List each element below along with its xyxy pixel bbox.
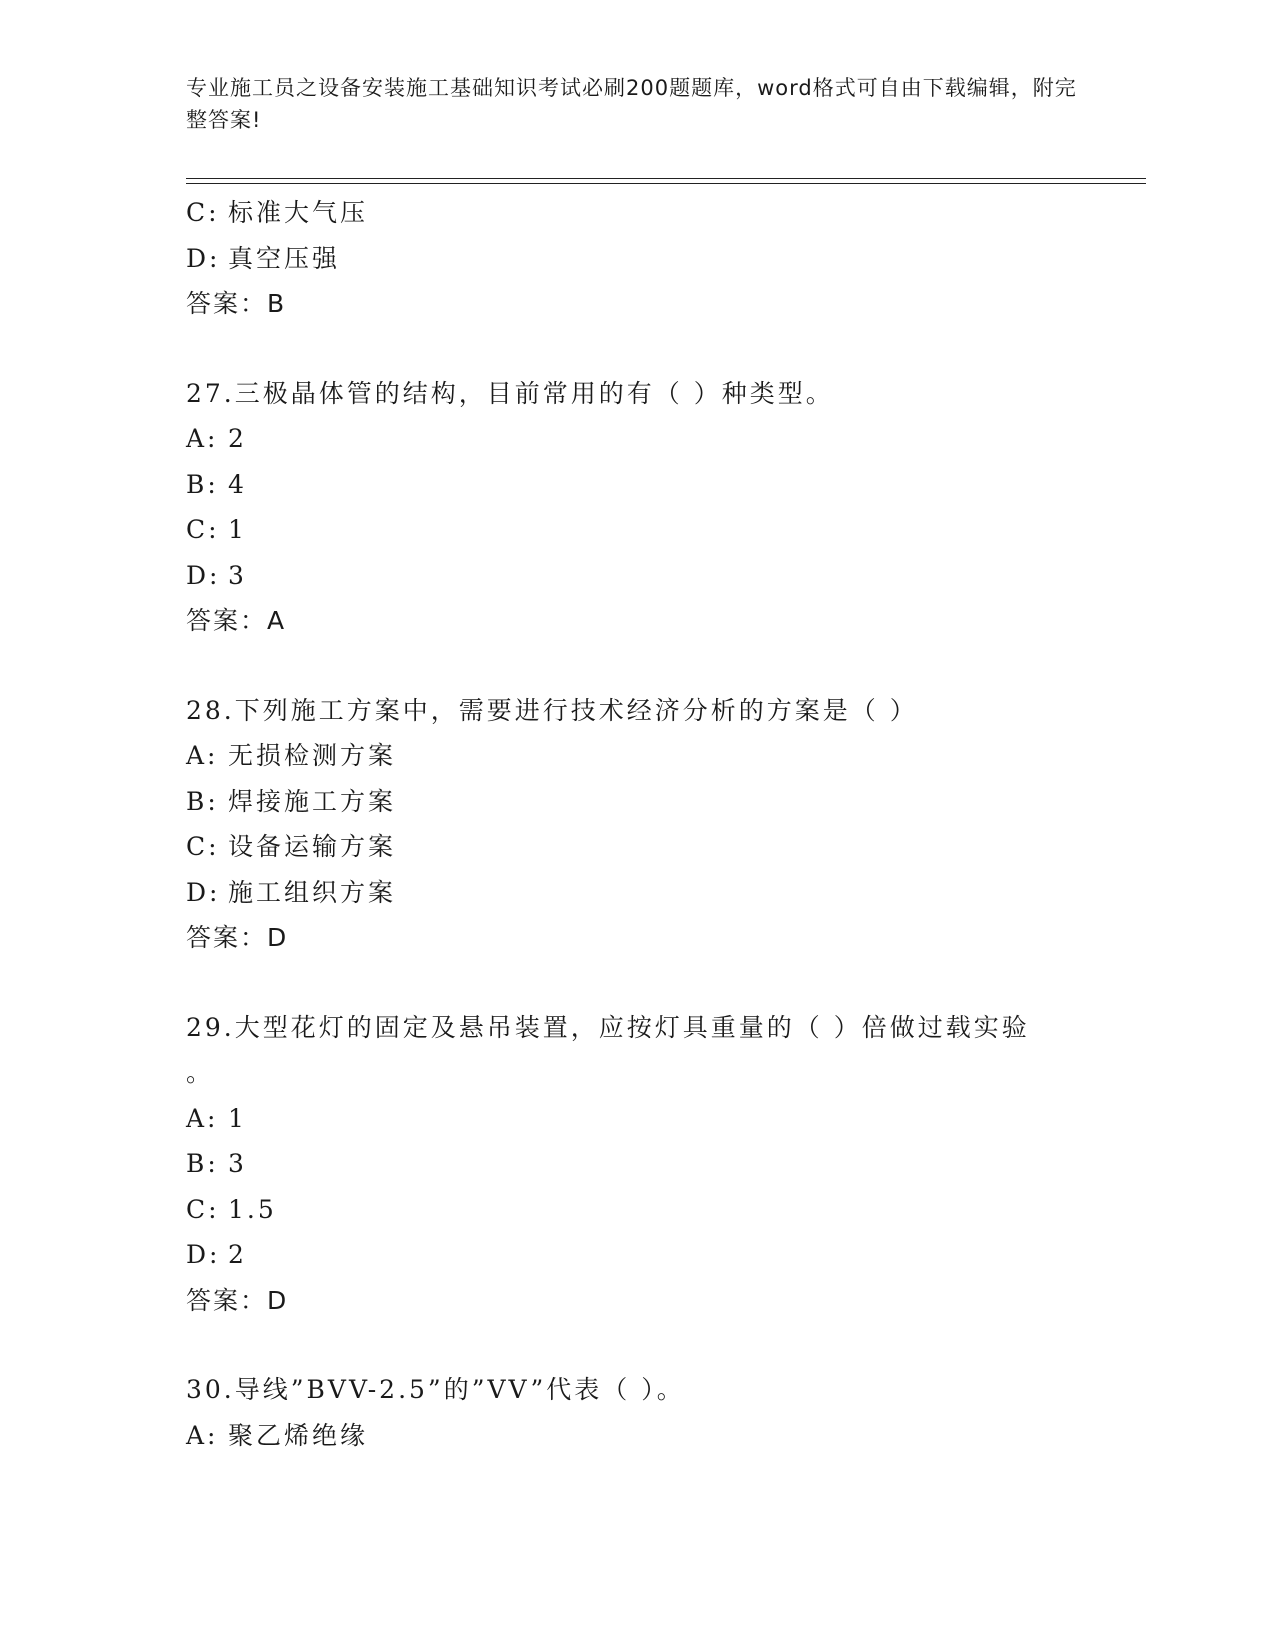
option-c: C: 1.5: [186, 1194, 277, 1224]
header-divider-top: [186, 178, 1146, 179]
option-c: C: 标准大气压: [186, 198, 369, 227]
answer: 答案：B: [186, 289, 287, 318]
question-stem: 30.导线”BVV-2.5”的”VV”代表（ ）。: [186, 1375, 685, 1404]
question-27: [186, 371, 1146, 644]
option-d: D: 施工组织方案: [186, 877, 397, 907]
answer: 答案：A: [186, 606, 287, 635]
header-divider-bottom: [186, 183, 1146, 184]
option-a: A: 无损检测方案: [186, 741, 397, 770]
question-26-continued: [186, 190, 1146, 327]
option-a: A: 聚乙烯绝缘: [186, 1420, 369, 1450]
question-28: [186, 688, 1146, 961]
option-b: B: 4: [186, 469, 247, 499]
document-title: 专业施工员之设备安装施工基础知识考试必刷200题题库，word格式可自由下载编辑，附完整答案!: [186, 76, 1077, 132]
answer: 答案：D: [186, 1285, 289, 1315]
option-a: A: 1: [186, 1103, 247, 1133]
question-29: [186, 1005, 1146, 1324]
question-stem: 29.大型花灯的固定及悬吊装置，应按灯具重量的（ ）倍做过载实验: [186, 1012, 1030, 1042]
option-a: A: 2: [186, 424, 247, 453]
option-b: B: 焊接施工方案: [186, 786, 397, 816]
option-c: C: 设备运输方案: [186, 832, 397, 861]
option-d: D: 2: [186, 1240, 247, 1269]
option-c: C: 1: [186, 515, 247, 544]
question-stem: 27.三极晶体管的结构，目前常用的有（ ）种类型。: [186, 378, 834, 408]
option-b: B: 3: [186, 1149, 247, 1178]
question-stem: 28.下列施工方案中，需要进行技术经济分析的方案是（ ）: [186, 695, 918, 725]
question-stem-continued: 。: [186, 1058, 215, 1087]
question-list: [186, 190, 1146, 1458]
question-30: [186, 1367, 1146, 1458]
answer: 答案：D: [186, 923, 289, 952]
option-d: D: 3: [186, 560, 247, 590]
option-d: D: 真空压强: [186, 243, 341, 273]
